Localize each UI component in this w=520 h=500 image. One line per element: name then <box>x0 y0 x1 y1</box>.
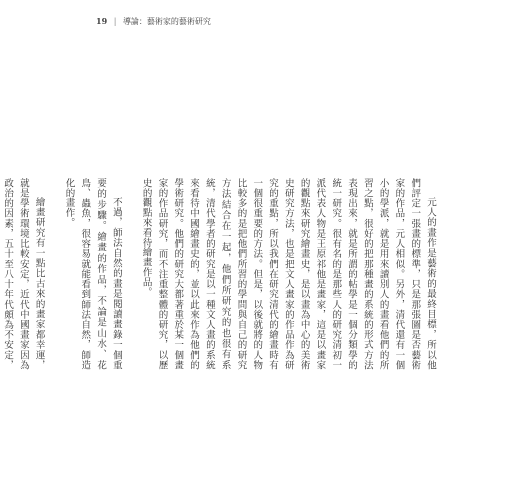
paragraph-2: 不過，師法自然的畫是閱讀畫錄一個重要的步驟。繪畫的作品，不論是山水、花鳥、蟲魚，很容易就能看到師法自然，師造化的畫作。 <box>63 178 122 370</box>
page-number: 19 <box>96 16 108 26</box>
paragraph-3: 繪畫研究有一點比古來的畫家都幸運，就是學術環境比較安定，近代中國畫家因為政治的因素，五十至八十年代頗為不安定， <box>2 178 45 370</box>
running-head <box>96 16 211 27</box>
paragraph-1: 元人的畫作是藝術的最終目標，所以他們評定一張畫的標準，只是那張圖是否藝術家的作品，元人相似。另外，清代還有一個小的學派，就是用來讀別人的畫看他們的所習之點，很好的把那種畫的系統的形式方法表現出來，就是所謂的帖學是一個分類學的統一研究。很有名的是那些人的研究清初一派代表人物是王原祁他是畫家，這是以畫家的觀點來研究繪畫史，是以畫為中心的美術史研究方法，也是把文人畫家的作品作為研究的重點，所以我們在研究清代的繪畫時有一個很重要的方法。但是，以後就將的人物比較多的是把他們所習的學問與自己的研究方法結合在一起，他們所研究的也很有系統，清代學者的研究是以一種文人畫的系統來看待中國繪畫史的，並以此來作為他們的學術研究。他們的研究大都著重於某一個畫家的作品研究，而不注重整體的研究，以歷史的觀點來看待繪畫作品。 <box>140 178 436 370</box>
header-separator: | <box>113 17 117 26</box>
chapter-title: 導論：藝術家的藝術研究 <box>122 17 211 26</box>
body-text <box>2 178 438 370</box>
